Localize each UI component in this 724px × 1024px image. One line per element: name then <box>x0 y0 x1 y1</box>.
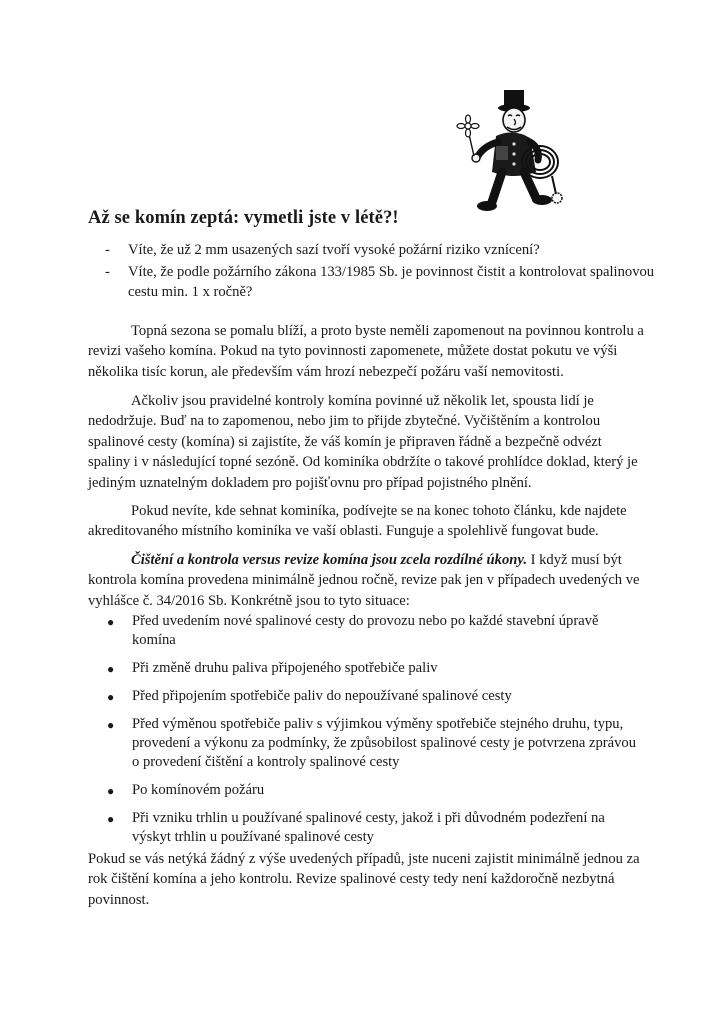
paragraph-find-sweep: Pokud nevíte, kde sehnat kominíka, podívejte se na konec tohoto článku, kde najdete akreditovaného místního kominíka ve vaší oblasti. Funguje a spolehlivě fungovat bude. <box>88 503 627 540</box>
paragraph-regular-checks: Ačkoliv jsou pravidelné kontroly komína povinné už několik let, spousta lidí je nedodržuje. Buď na to zapomenou, nebo jim to přijde zbytečné. Vyčištěním a kontrolou spalinové cesty (komína) si zajistíte, že váš komín je připraven řádně a bezpečně odvézt spaliny i v následující topné sezóně. Od kominíka obdržíte o takové prohlídce doklad, který je jediným uznatelným dokladem pro pojišťovnu pro případ pojistného plnění. <box>88 393 638 491</box>
paragraph-conclusion: Pokud se vás netýká žádný z výše uvedených případů, jste nuceni zajistit minimálně jednou za rok čištění komína a jeho kontrolu. Revize spalinové cesty tedy není každoročně nezbytná povinnost. <box>88 851 640 908</box>
revision-situations-list <box>105 612 645 856</box>
list-item <box>105 240 665 260</box>
paragraph-cleaning-vs-revision <box>88 550 644 611</box>
bullet-marker: ● <box>107 690 115 704</box>
list-item-text: Při změně druhu paliva připojeného spotřebiče paliv <box>132 660 438 676</box>
bullet-marker: ● <box>107 615 115 629</box>
article-title: Až se komín zeptá: vymetli jste v létě?! <box>88 208 399 228</box>
bullet-marker: ● <box>107 662 115 676</box>
list-item-text: Po komínovém požáru <box>132 782 265 798</box>
paragraph-intro: Topná sezona se pomalu blíží, a proto byste neměli zapomenout na povinnou kontrolu a revizi vašeho komína. Pokud na tyto povinnosti zapomenete, můžete dostat pokutu ve výši několika tisíc korun, ale především vám hrozí nebezpečí požáru vaší nemovitosti. <box>88 323 644 380</box>
bullet-marker: ● <box>107 784 115 798</box>
dash-marker: - <box>105 242 110 258</box>
question-list <box>105 240 676 304</box>
question-text: Víte, že už 2 mm usazených sazí tvoří vysoké požární riziko vznícení? <box>128 242 540 258</box>
list-item <box>105 687 645 706</box>
paragraph-text: I když musí být kontrola komína provedena minimálně jednou ročně, revize pak jen v případech uvedených ve vyhlášce č. 34/2016 Sb. Konkrétně jsou to tyto situace: <box>88 552 640 609</box>
list-item <box>105 262 676 302</box>
bullet-marker: ● <box>107 812 115 826</box>
chimney-sweep-illustration <box>432 86 574 228</box>
emphasis-text: Čištění a kontrola versus revize komína jsou zcela rozdílné úkony. <box>131 552 527 568</box>
list-item-text: Při vzniku trhlin u používané spalinové cesty, jakož i při důvodném podezření na výskyt trhlin u používané spalinové cesty <box>132 810 605 845</box>
list-item <box>105 612 645 650</box>
bullet-marker: ● <box>107 718 115 732</box>
question-text: Víte, že podle požárního zákona 133/1985 Sb. je povinnost čistit a kontrolovat spalinovou cestu min. 1 x ročně? <box>128 264 676 300</box>
dash-marker: - <box>105 264 110 280</box>
list-item <box>105 659 645 678</box>
list-item-text: Před výměnou spotřebiče paliv s výjimkou výměny spotřebiče stejného druhu, typu, provedení a výkonu za podmínky, že způsobilost spalinové cesty je potvrzena zprávou o provedení čištění a kontroly spalinové cesty <box>132 716 637 770</box>
list-item-text: Před připojením spotřebiče paliv do nepoužívané spalinové cesty <box>132 688 512 704</box>
list-item <box>105 809 645 847</box>
list-item <box>105 715 645 772</box>
list-item-text: Před uvedením nové spalinové cesty do provozu nebo po každé stavební úpravě komína <box>132 613 599 648</box>
list-item <box>105 781 645 800</box>
